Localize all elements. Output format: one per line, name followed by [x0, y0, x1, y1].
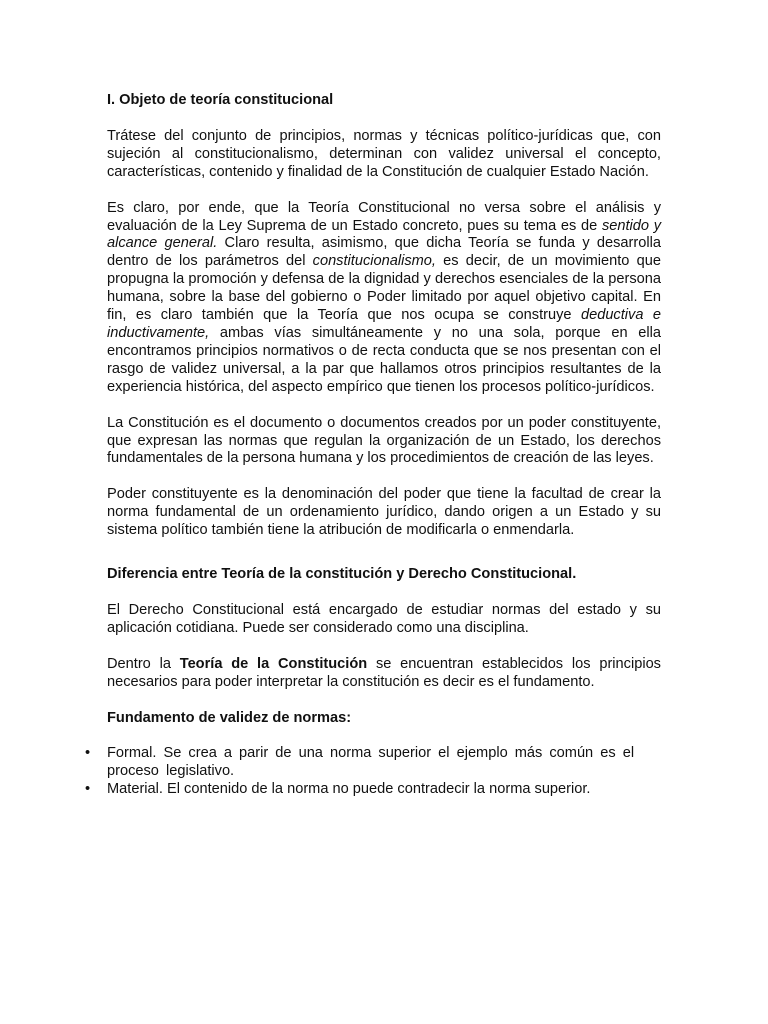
paragraph-dentro-text-1: Dentro la — [107, 655, 180, 672]
bullet-text-material: Material. El contenido de la norma no puede contradecir la norma superior. — [107, 781, 591, 798]
list-item — [85, 781, 661, 799]
paragraph-es-claro — [107, 200, 661, 397]
bullet-marker: • — [85, 781, 91, 798]
paragraph-la-constitucion: La Constitución es el documento o documentos creados por un poder constituyente, que expresan las normas que regulan la organización de un Estado, los derechos fundamentales de la persona humana y los procedimientos de creación de las leyes. — [107, 414, 661, 467]
paragraph-es-claro-text-3: es decir, de un movimiento que propugna la promoción y defensa de la dignidad y derechos esenciales de la persona humana, sobre la base del gobierno o Poder limitado por aquel objetivo capital. En fin, es claro también que la Teoría que nos ocupa se construye — [107, 253, 661, 324]
bullet-marker: • — [85, 745, 91, 762]
paragraph-derecho-constitucional: El Derecho Constitucional está encargado de estudiar normas del estado y su aplicación cotidiana. Puede ser considerado como una disciplina. — [107, 601, 661, 636]
paragraph-dentro-bold: Teoría de la Constitución — [179, 655, 368, 672]
section-heading-objeto: I. Objeto de teoría constitucional — [107, 92, 334, 108]
section-heading-fundamento: Fundamento de validez de normas: — [107, 709, 352, 726]
paragraph-es-claro-italic-2: constitucionalismo, — [312, 253, 436, 270]
paragraph-dentro-la-teoria — [107, 656, 661, 692]
bullet-text-formal: Formal. Se crea a parir de una norma superior el ejemplo más común es el proceso legislativo. — [107, 745, 635, 780]
bullet-list-fundamento — [85, 745, 661, 799]
paragraph-poder-constituyente: Poder constituyente es la denominación del poder que tiene la facultad de crear la norma fundamental de un ordenamiento jurídico, dando origen a un Estado y su sistema político también tiene la atribución de modificarla o enmendarla. — [107, 486, 661, 539]
paragraph-es-claro-text-1: Es claro, por ende, que la Teoría Constitucional no versa sobre el análisis y evaluación de la Ley Suprema de un Estado concreto, pues su tema es de — [107, 199, 661, 234]
paragraph-es-claro-text-4: ambas vías simultáneamente y no una sola, porque en ella encontramos principios normativos o de recta conducta que se nos presentan con el rasgo de validez universal, a la par que hallamos otros principios resultantes de la experiencia histórica, del aspecto empírico que tienen los procesos político-jurídicos. — [107, 324, 661, 395]
section-heading-diferencia: Diferencia entre Teoría de la constitución y Derecho Constitucional. — [107, 566, 577, 583]
paragraph-dentro-text-2: se encuentran establecidos los principios necesarios para poder interpretar la constitución es decir es el fundamento. — [107, 655, 661, 690]
document-page — [85, 92, 661, 799]
paragraph-es-claro-italic-1: sentido y alcance general. — [107, 217, 661, 252]
paragraph-es-claro-italic-3: deductiva e inductivamente, — [107, 307, 661, 341]
list-item — [85, 745, 661, 781]
paragraph-es-claro-text-2: Claro resulta, asimismo, que dicha Teoría se funda y desarrolla dentro de los parámetros del — [107, 235, 661, 270]
paragraph-tratese: Trátese del conjunto de principios, normas y técnicas político-jurídicas que, con sujeción al constitucionalismo, determinan con validez universal el concepto, características, contenido y finalidad de la Constitución de cualquier Estado Nación. — [107, 127, 661, 180]
